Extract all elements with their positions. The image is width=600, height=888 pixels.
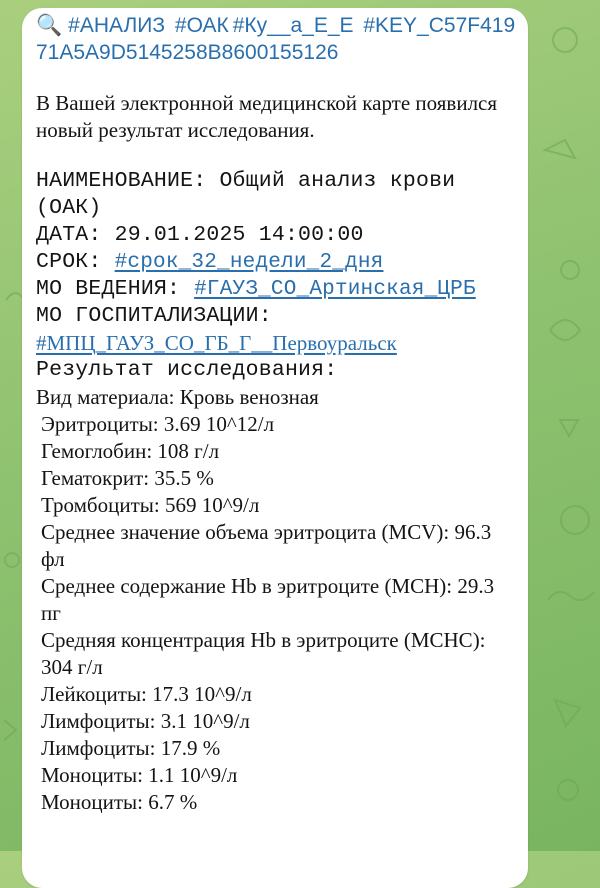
result-item: Среднее содержание Hb в эритроците (MCH): 29.3 пг: [41, 574, 495, 625]
message-content: [36, 12, 518, 816]
result-item: Тромбоциты: 569 10^9/л: [41, 493, 260, 517]
result-item: Лейкоциты: 17.3 10^9/л: [41, 682, 252, 706]
hosp-hashtag-link[interactable]: #МПЦ_ГАУЗ_СО_ГБ_Г__Первоуральск: [36, 331, 397, 355]
term-hashtag-link[interactable]: #срок_32_недели_2_дня: [114, 251, 384, 274]
mo-row: [36, 276, 518, 303]
result-label: Результат исследования:: [36, 358, 338, 382]
hosp-label: МО ГОСПИТАЛИЗАЦИИ:: [36, 304, 272, 328]
date-row: [36, 222, 518, 249]
message-bubble: [22, 8, 528, 888]
search-icon: 🔍: [36, 14, 63, 37]
hashtag-key[interactable]: #KEY_C57F41971A5A9D5145258B8600155126: [36, 14, 516, 64]
result-item: Лимфоциты: 3.1 10^9/л: [41, 709, 250, 733]
result-item: Моноциты: 6.7 %: [41, 790, 198, 814]
result-item: Гемоглобин: 108 г/л: [41, 439, 220, 463]
term-label: СРОК:: [36, 250, 102, 274]
term-row: [36, 249, 518, 276]
result-item: Лимфоциты: 17.9 %: [41, 736, 221, 760]
intro-text: В Вашей электронной медицинской карте появился новый результат исследования.: [36, 91, 498, 142]
result-item: Среднее значение объема эритроцита (MCV): 96.3 фл: [41, 520, 492, 571]
date-label: ДАТА:: [36, 223, 102, 247]
mo-hashtag-link[interactable]: #ГАУЗ_СО_Артинская_ЦРБ: [194, 278, 476, 301]
test-name-value: Общий анализ крови (ОАК): [36, 169, 456, 220]
hashtag-line: [36, 12, 518, 66]
result-item: Средняя концентрация Hb в эритроците (MCHC): 304 г/л: [41, 628, 486, 679]
test-name-label: НАИМЕНОВАНИЕ:: [36, 169, 207, 193]
result-item: Гематокрит: 35.5 %: [41, 466, 214, 490]
hashtag-analysis[interactable]: #АНАЛИЗ: [68, 14, 166, 37]
material-text: Вид материала: Кровь венозная: [36, 385, 319, 409]
hashtag-oak[interactable]: #ОАК: [174, 14, 229, 37]
test-name-row: [36, 168, 518, 222]
hashtag-patient[interactable]: #Ку__а_Е_Е: [232, 14, 354, 37]
date-value: 29.01.2025 14:00:00: [114, 223, 364, 247]
mo-label: МО ВЕДЕНИЯ:: [36, 277, 181, 301]
result-item: Эритроциты: 3.69 10^12/л: [41, 412, 275, 436]
result-item: Моноциты: 1.1 10^9/л: [41, 763, 238, 787]
